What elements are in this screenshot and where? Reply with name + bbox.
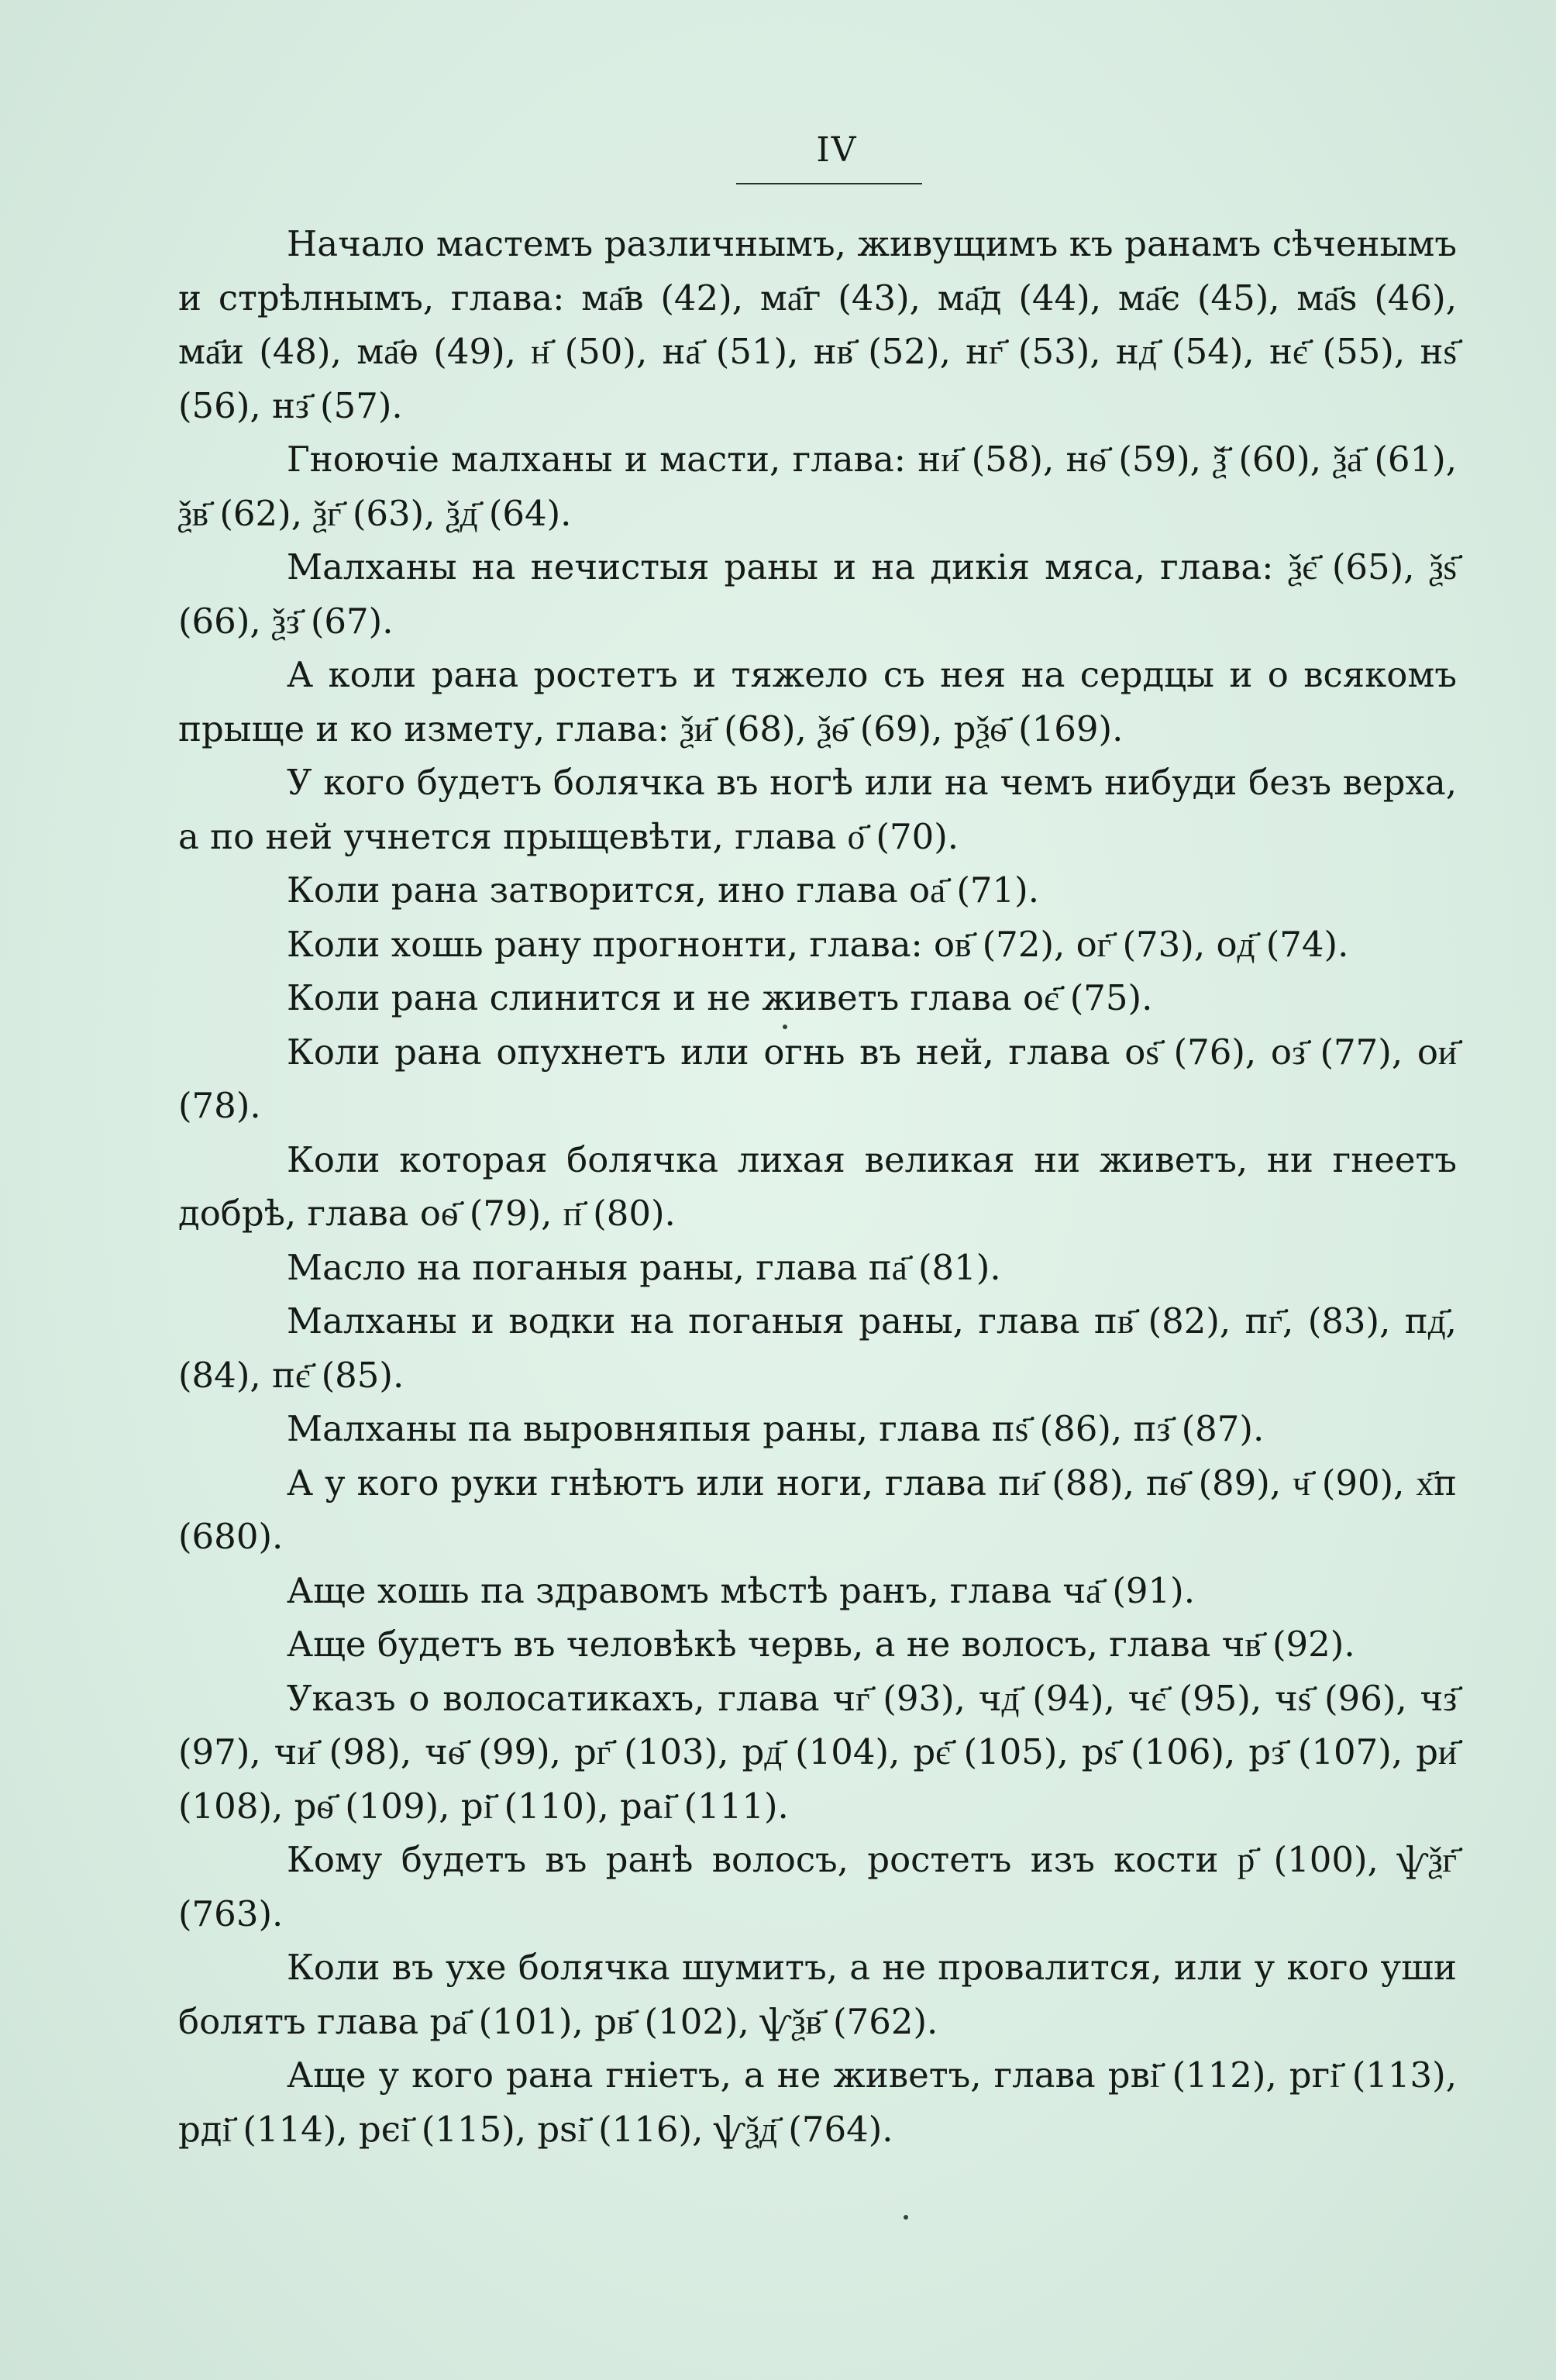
paragraph: Коли рана затворится, ино глава оа҃ (71). — [287, 870, 1040, 911]
ink-speck — [904, 2215, 908, 2220]
ink-speck — [783, 1025, 787, 1029]
paragraph: Коли хошь рану прогнонти, глава: ов҃ (72), ог҃ (73), од҃ (74). — [287, 923, 1349, 965]
paragraph: Коли которая болячка лихая великая ни живетъ, ни гнеетъ добрѣ, глава оѳ҃ (79), п҃ (80). — [178, 1138, 1457, 1234]
paragraph: Коли въ ухе болячка шумитъ, а не провалится, или у кого уши болятъ глава ра҃ (101), рв҃ (102), ѱѯв҃ (762). — [178, 1947, 1457, 2042]
paragraph: Коли рана опухнетъ или огнь въ ней, глава оѕ҃ (76), оз҃ (77), ои҃ (78). — [178, 1031, 1457, 1126]
paragraph: Начало мастемъ различнымъ, живущимъ къ ранамъ сѣченымъ и стрѣлнымъ, глава: ма҃в (42), ма҃г (43), ма҃д (44), ма҃є (45), ма҃ѕ (46), ма҃и (48), ма҃ѳ (49), н҃ (50), на҃ (51), нв҃ (52), нг҃ (53), нд҃ (54), нє҃ (55), нѕ҃ (56), нз҃ (57). — [178, 223, 1457, 426]
page-number: IV — [816, 130, 858, 170]
paragraph: Масло на поганыя раны, глава па҃ (81). — [287, 1246, 1001, 1288]
header-rule — [736, 183, 922, 184]
paragraph: Малханы на нечистыя раны и на дикія мяса, глава: ѯє҃ (65), ѯѕ҃ (66), ѯз҃ (67). — [178, 546, 1457, 642]
paragraph: Малханы па выровняпыя раны, глава пѕ҃ (86), пз҃ (87). — [287, 1408, 1265, 1449]
paragraph: Аще у кого рана гніетъ, а не живетъ, глава рві҃ (112), ргі҃ (113), рді҃ (114), рєі҃ (115), рѕі҃ (116), ѱѯд҃ (764). — [178, 2055, 1457, 2150]
paragraph: А коли рана ростетъ и тяжело съ нея на сердцы и о всякомъ прыще и ко измету, глава: ѯи҃ (68), ѯѳ҃ (69), рѯѳ҃ (169). — [178, 654, 1457, 749]
paragraph: Указъ о волосатикахъ, глава чг҃ (93), чд҃ (94), чє҃ (95), чѕ҃ (96), чз҃ (97), чи҃ (98), чѳ҃ (99), рг҃ (103), рд҃ (104), рє҃ (105), рѕ҃ (106), рз҃ (107), ри҃ (108), рѳ҃ (109), рі҃ (110), раі҃ (111). — [178, 1677, 1457, 1827]
paragraph: А у кого руки гнѣютъ или ноги, глава пи҃ (88), пѳ҃ (89), ч҃ (90), х҃п (680). — [178, 1462, 1457, 1557]
paragraph: Коли рана слинится и не живетъ глава оє҃ (75). — [287, 977, 1153, 1018]
paragraph: Кому будетъ въ ранѣ волосъ, ростетъ изъ кости р҃ (100), ѱѯг҃ (763). — [178, 1839, 1457, 1934]
paragraph: Аще хошь па здравомъ мѣстѣ ранъ, глава ча҃ (91). — [287, 1569, 1196, 1611]
paragraph: У кого будетъ болячка въ ногѣ или на чемъ нибуди безъ верха, а по ней учнется прыщевѣти, глава о҃ (70). — [178, 762, 1457, 857]
paragraph: Гноючіе малханы и масти, глава: ни҃ (58), нѳ҃ (59), ѯ҃ (60), ѯа҃ (61), ѯв҃ (62), ѯг҃ (63), ѯд҃ (64). — [178, 439, 1457, 534]
paragraph: Аще будетъ въ человѣкѣ червь, а не волосъ, глава чв҃ (92). — [287, 1624, 1355, 1665]
page-body — [178, 217, 1457, 2156]
paragraph: Малханы и водки на поганыя раны, глава пв҃ (82), пг҃, (83), пд҃, (84), пє҃ (85). — [178, 1300, 1457, 1396]
